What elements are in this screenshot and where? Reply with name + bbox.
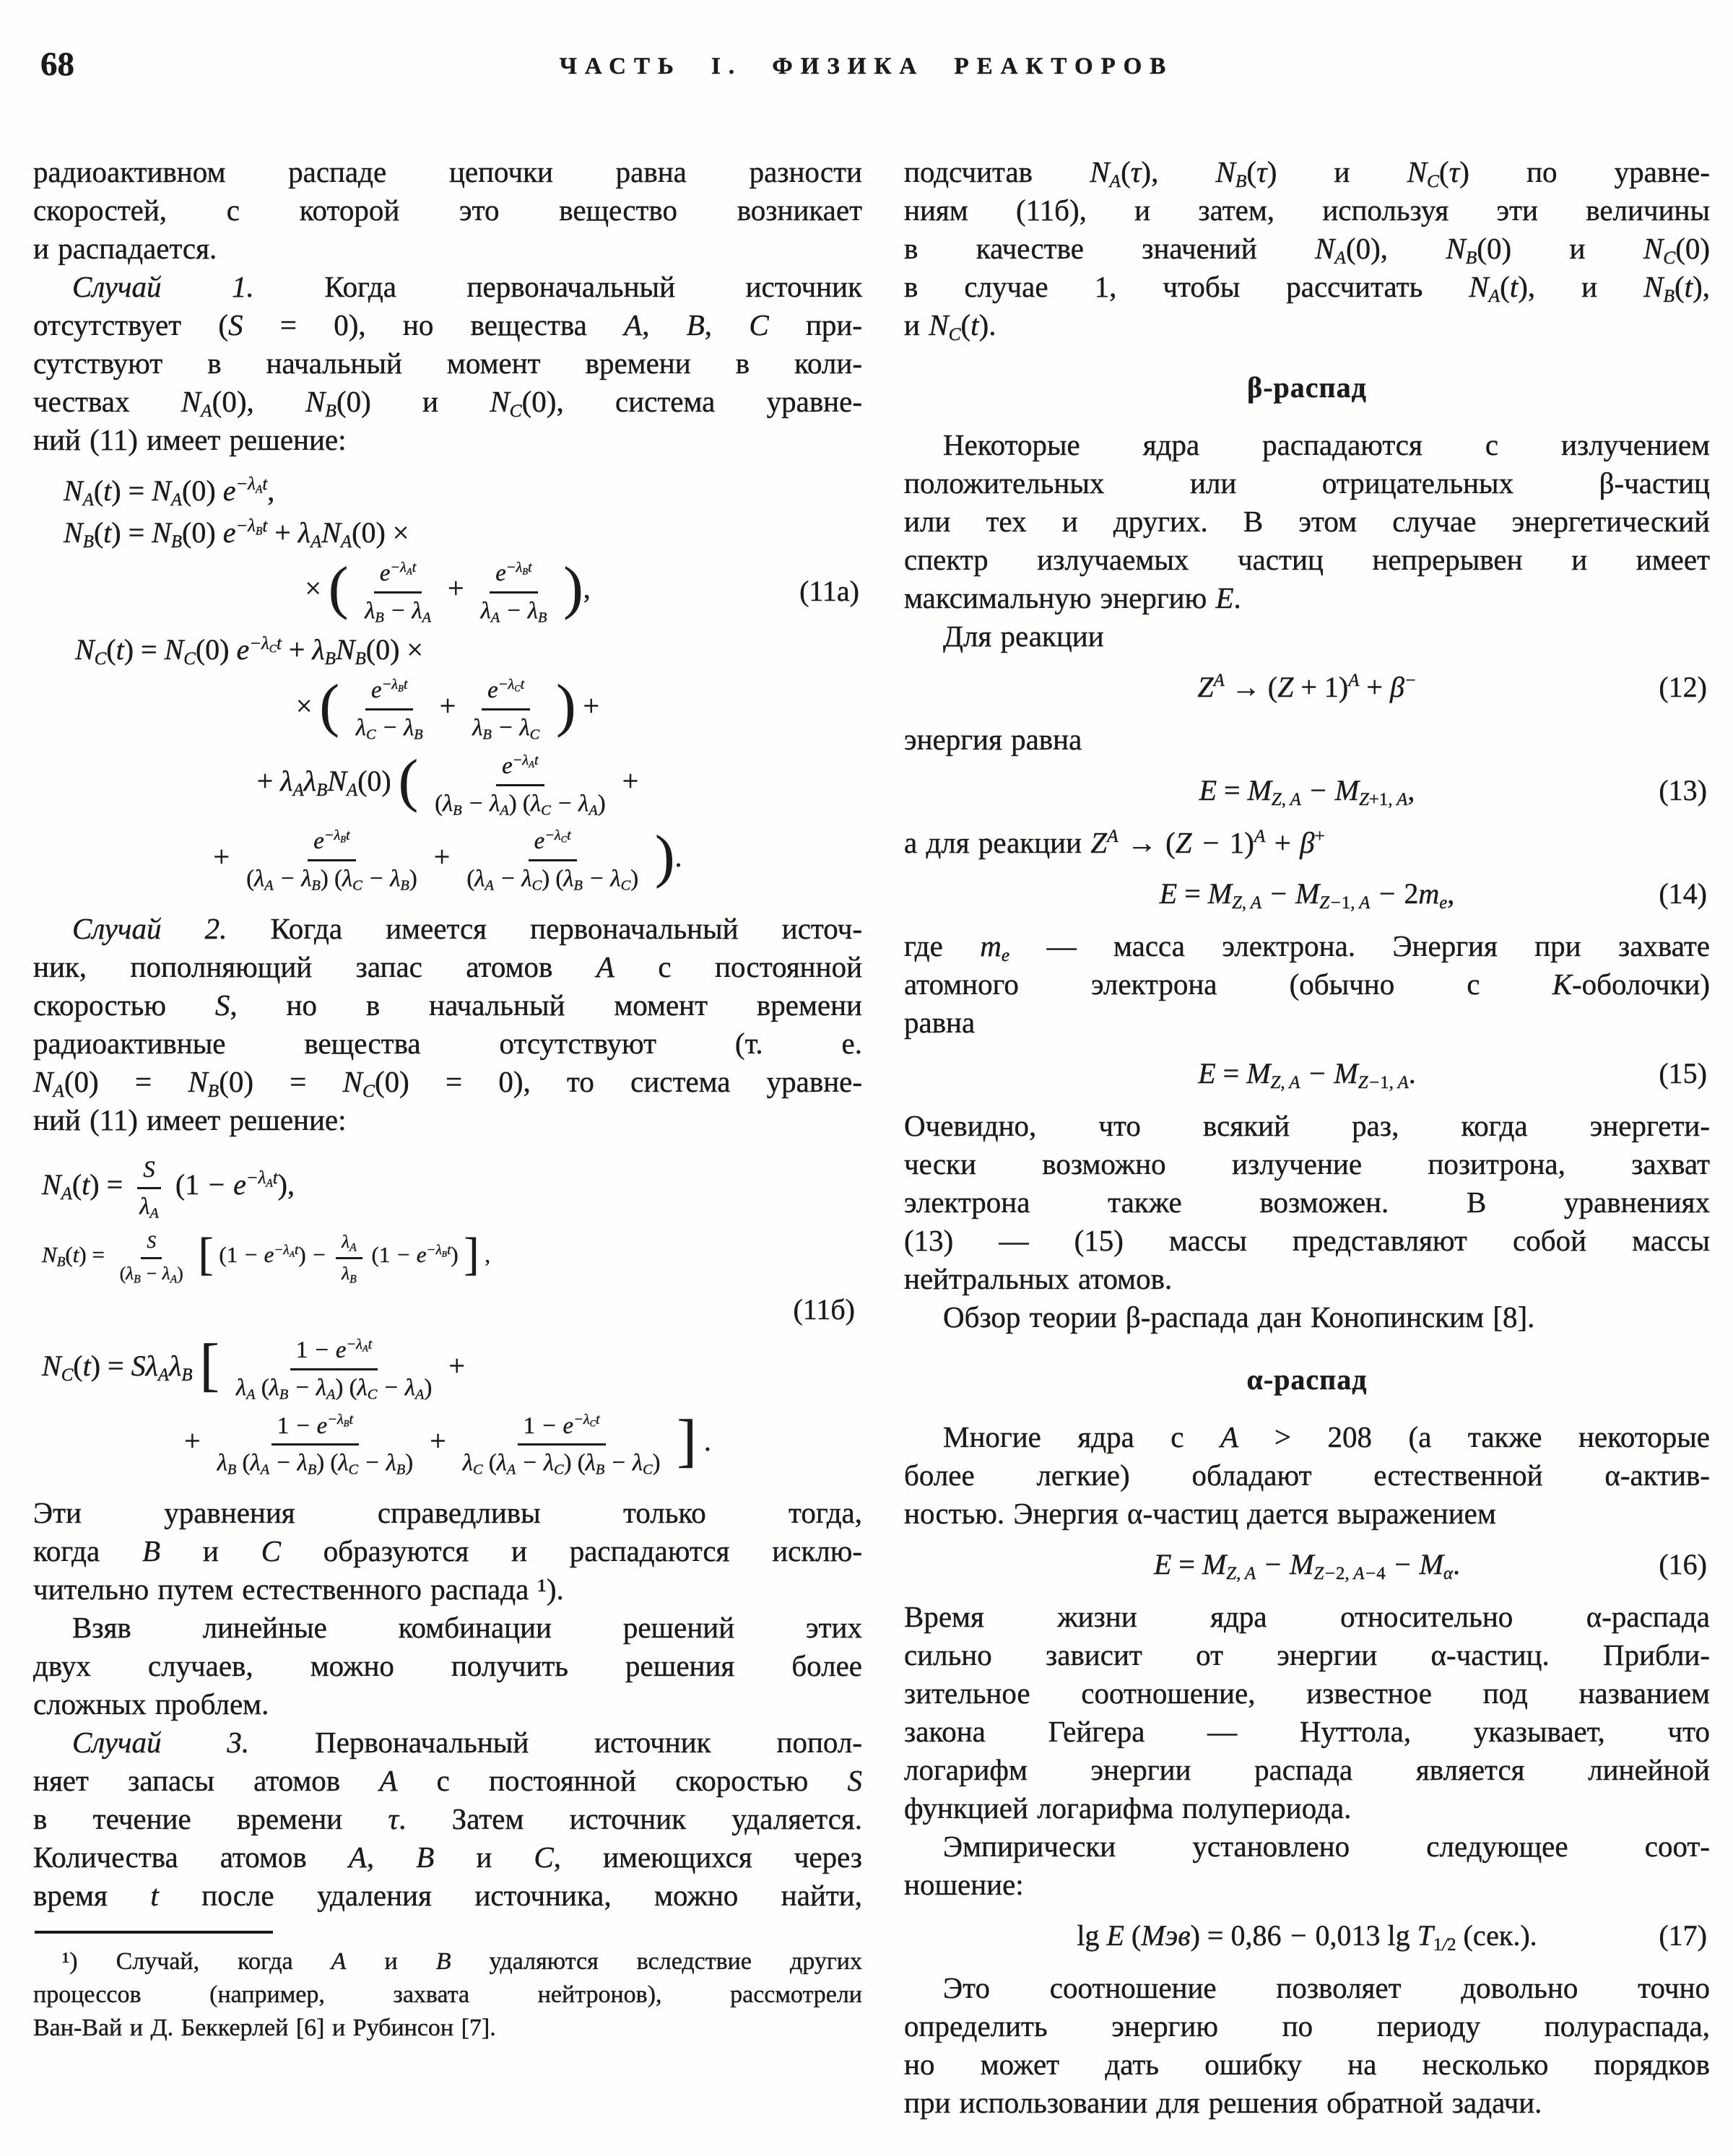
equation-12 [904,671,1710,703]
paragraph-and-for-reaction: а для реакции $Z^A \to (Z - 1)^A + \beta^+$ [904,825,1325,859]
equation-11b [33,1155,862,1477]
equation-number: (15) [1659,1057,1707,1090]
paragraph-alpha-intro: Многие ядра с A > 208 (а также некоторые более легкие) обладают естественной α-актив- ностью. Энергия α-частиц дается выражением [904,1420,1711,1530]
math-expression: + $\lambda_A\lambda_BN_A(0)$ ( $e^{-\lambda_At}$ $(\lambda_B - \lambda_A) (\lambda_C - \lambda_A)$ + [256,747,639,819]
equation-16 [904,1549,1710,1581]
left-column [33,153,862,2045]
paragraph-case-1: Случай 1. Когда первоначальный источник отсутствует (S = 0), но вещества A, B, C при- сутствуют в начальный момент времени в коли- чествах $N_A(0)$, $N_B(0)$ и $N_C(0)$, система уравне- ний (11) имеет решение: [33,270,863,456]
paragraph-beta-intro: Некоторые ядра распадаются с излучением положительных или отрицательных β-частиц или тех и других. В этом случае энергетический спектр излучаемых частиц непрерывен и имеет максимальную энергию E. [904,428,1710,614]
paragraph-for-reaction: Для реакции [943,620,1104,653]
math-expression: $E = M_{Z, A} - M_{Z+1, A}$, [1199,774,1415,809]
paragraph-continuation: подсчитав $N_A(\tau)$, $N_B(\tau)$ и $N_C(\tau)$ по уравне- ниям (11б), и затем, используя эти величины в качестве значений $N_A(0)$, $N_B(0)$ и $N_C(0)$ в случае 1, чтобы рассчитать $N_A(t)$, и $N_B(t)$, и $N_C(t)$. [904,155,1710,345]
equation-15-row [904,1058,1710,1090]
equation-number: (11б) [793,1293,855,1326]
equation-11b-row-2 [33,1230,862,1284]
equation-11b-row-3 [33,1331,862,1403]
paragraph-case-3: Случай 3. Первоначальный источник попол- няет запасы атомов A с постоянной скоростью S в течение времени τ. Затем источник удаляется. Количества атомов A, B и C, имеющихся через время t после удаления источника, можно найти, [33,1726,862,1912]
equation-number: (12) [1659,671,1707,703]
page-number: 68 [40,45,74,83]
footnote: ¹) Случай, когда A и B удаляются вследствие других процессов (например, захвата нейтронов), рассмотрели Ван-Вай и Д. Беккерлей [6] и Рубинсон [7]. [33,1948,862,2041]
paragraph-energy-equals: энергия равна [904,723,1082,756]
paragraph-empirical: Эмпирически установлено следующее соот- ношение: [904,1830,1710,1901]
equation-12-row [904,671,1710,703]
equation-11a-row-7 [33,822,862,894]
math-expression: $N_B(t) = N_B(0) e^{-\lambda_Bt} + \lambda_AN_A(0)$ × [64,516,409,552]
math-expression: lg E (Мэв) = 0,86 − 0,013 $\lg T_{1/2}$ (сек.). [1077,1919,1537,1955]
equation-13-row [904,775,1710,807]
equation-number: (16) [1659,1548,1707,1581]
math-expression: × ( $e^{-\lambda_At}$ $\lambda_B - \lambda_A$ + $e^{-\lambda_Bt}$ $\lambda_A - \lambda_B$ ), [305,555,591,626]
equation-11a-row-2 [33,516,862,552]
footnote-rule [35,1931,273,1934]
equation-number: (11a) [799,575,859,608]
equation-11a-row-4 [33,633,862,669]
math-expression: $N_A(t)$ = $\frac{S}{\lambda_A}$ $(1 - e^{-\lambda_At})$, [42,1156,295,1222]
equation-17-row [904,1919,1710,1955]
equation-11a-row-6 [33,747,862,819]
paragraph-obviously: Очевидно, что всякий раз, когда энергети- чески возможно излучение позитрона, захват электрона также возможен. В уравнениях (13) — (15) массы представляют собой массы нейтральных атомов. [904,1109,1710,1295]
equation-11b-row-4 [33,1407,862,1478]
paragraph-review: Обзор теории β-распада дан Конопинским [8]. [943,1300,1535,1334]
paragraph-linear-combinations: Взяв линейные комбинации решений этих двух случаев, можно получить решения более сложных проблем. [33,1611,862,1721]
equation-11b-row-1 [33,1155,862,1220]
equation-14 [904,877,1710,913]
math-expression: $Z^A \to (Z + 1)^A + \beta^-$ [1197,671,1417,703]
equation-11b-label-row [33,1294,862,1326]
paragraph-electron-capture: где $m_e$ — масса электрона. Энергия при захвате атомного электрона (обычно с K-оболочки) равна [904,929,1710,1039]
equation-number: (17) [1659,1919,1707,1952]
equation-15 [904,1058,1710,1090]
math-expression: $N_C(t) = N_C(0) e^{-\lambda_Ct} + \lambda_BN_B(0)$ × [75,633,423,669]
heading-alpha-decay: α-распад [1246,1363,1368,1396]
math-expression: + $e^{-\lambda_Bt}$ $(\lambda_A - \lambda_B) (\lambda_C - \lambda_B)$ + $e^{-\lambda_Ct}$ $(\lambda_A - \lambda_C) (\lambda_B - \lambda_C)$ ). [213,822,682,894]
math-expression: $E = M_{Z, A} - M_{Z-2, A-4} - M_\alpha$. [1153,1548,1461,1583]
math-expression: $N_B(t)$ = $\frac{S}{(\lambda_B - \lambda_A)}$ [ $(1 - e^{-\lambda_At})$ − $\frac{\lambda_A}{\lambda_B}$ $(1 - e^{-\lambda_Bt})$ ] , [42,1228,491,1286]
paragraph-lifetime: Время жизни ядра относительно α-распада сильно зависит от энергии α-частиц. Прибли- зительное соотношение, известное под названием закона Гейгера — Нуттола, указывает, что логарифм энергии распада является линейной функцией логарифма полупериода. [904,1600,1710,1825]
equation-number: (14) [1659,877,1707,910]
paragraph-inverse-accuracy: Это соотношение позволяет довольно точно определить энергию по периоду полураспада, но может дать ошибку на несколько порядков при использовании для решения обратной задачи. [904,1971,1710,2119]
equation-11a-row-3 [33,555,862,626]
equation-13 [904,775,1710,807]
heading-beta-decay: β-распад [1247,371,1367,404]
paragraph-validity: Эти уравнения справедливы только тогда, когда B и C образуются и распадаются исклю- чительно путем естественного распада ¹). [33,1496,862,1606]
math-expression: $N_A(t) = N_A(0)$ $e^{-\lambda_At}$, [64,474,275,510]
math-expression: + $1 - e^{-\lambda_Bt}$ $\lambda_B$ $(\lambda_A - \lambda_B) (\lambda_C - \lambda_B)$ + $1 - e^{-\lambda_Ct}$ $\lambda_C$ $(\lambda_A - \lambda_C) (\lambda_B - \lambda_C)$ ] . [184,1407,711,1478]
equation-14-row [904,877,1710,913]
equation-11a-row-1 [33,474,862,510]
math-expression: $N_C(t) = S\lambda_A\lambda_B$ [ $1 - e^{-\lambda_At}$ $\lambda_A$ $(\lambda_B - \lambda_A) (\lambda_C - \lambda_A)$ + [42,1331,465,1403]
math-expression: $E = M_{Z, A} - M_{Z-1, A}$. [1198,1057,1416,1092]
paragraph-intro: радиоактивном распаде цепочки равна разности скоростей, с которой это вещество возникает и распадается. [33,155,862,265]
math-expression: × ( $e^{-\lambda_Bt}$ $\lambda_C - \lambda_B$ + $e^{-\lambda_Ct}$ $\lambda_B - \lambda_C$ ) + [295,671,600,743]
equation-number: (13) [1659,774,1707,807]
equation-11a-row-5 [33,671,862,743]
equation-17 [904,1919,1710,1955]
math-expression: $E = M_{Z, A} - M_{Z-1, A} - 2m_e$, [1159,877,1455,913]
right-column [904,153,1710,2122]
equation-11a [33,475,862,892]
running-title: ЧАСТЬ I. ФИЗИКА РЕАКТОРОВ [559,53,1174,79]
paragraph-case-2: Случай 2. Когда имеется первоначальный источ- ник, пополняющий запас атомов A с постоянной скоростью S, но в начальный момент времени радиоактивные вещества отсутствуют (т. е. $N_A(0) = N_B(0) = N_C(0) = 0$), то система уравне- ний (11) имеет решение: [33,911,863,1136]
equation-16-row [904,1549,1710,1581]
